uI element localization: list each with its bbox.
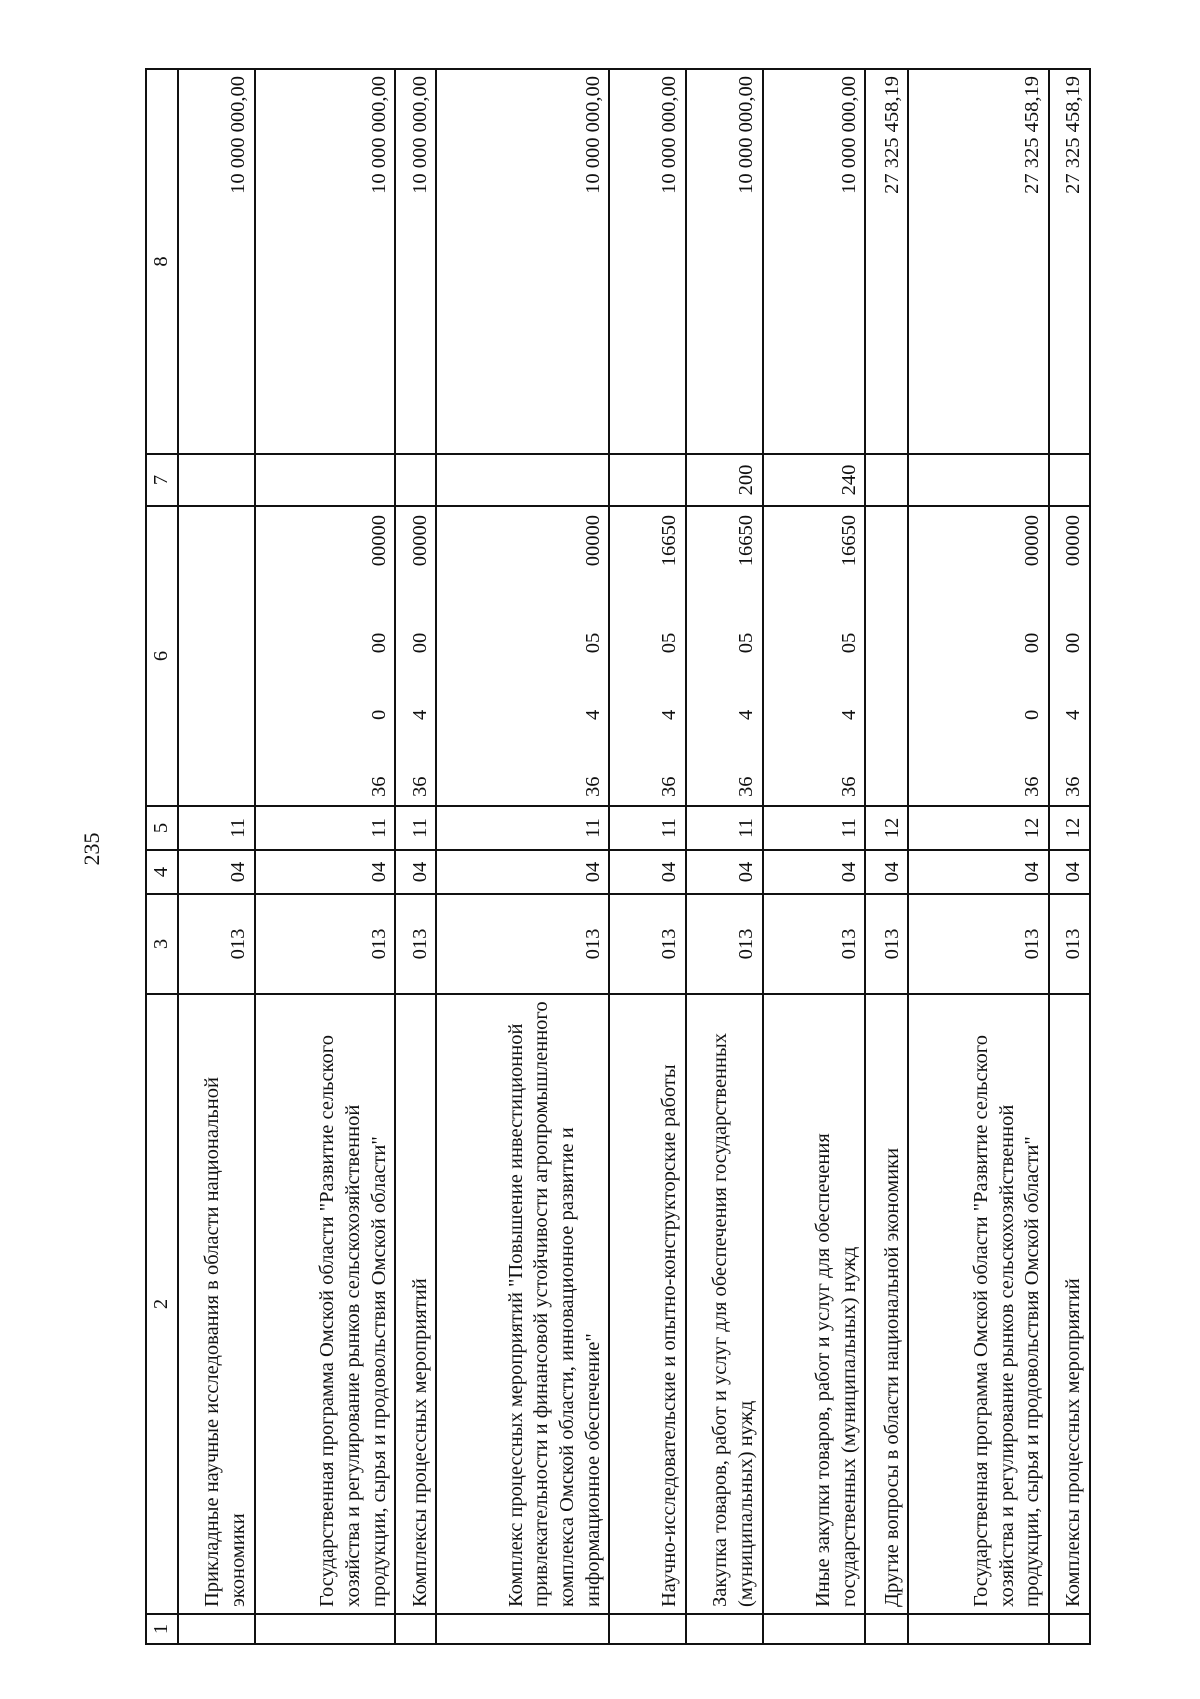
tsr-direction: 16650	[658, 515, 681, 567]
admin-code: 013	[609, 894, 686, 994]
header-col-8: 8	[146, 69, 178, 454]
table-row	[609, 69, 686, 1644]
row-index-cell	[436, 1614, 609, 1644]
header-col-2: 2	[146, 994, 178, 1614]
subsection-code: 12	[865, 806, 908, 850]
target-item-code	[686, 506, 763, 806]
header-row	[146, 69, 178, 1644]
tsr-type: 4	[734, 709, 757, 720]
tsr-direction: 00000	[1021, 515, 1044, 567]
admin-code: 013	[686, 894, 763, 994]
table-row	[1049, 69, 1090, 1644]
row-index-cell	[908, 1614, 1048, 1644]
tsr-program: 36	[1021, 776, 1044, 797]
admin-code: 013	[763, 894, 866, 994]
section-code: 04	[908, 850, 1048, 894]
row-index-cell	[255, 1614, 395, 1644]
tsr-type: 4	[1062, 709, 1085, 720]
table-row	[763, 69, 866, 1644]
subsection-code: 11	[436, 806, 609, 850]
subsection-code: 12	[1049, 806, 1090, 850]
tsr-program: 36	[581, 776, 604, 797]
target-item-code	[609, 506, 686, 806]
tsr-complex: 05	[837, 632, 860, 654]
header-col-1: 1	[146, 1614, 178, 1644]
subsection-code: 11	[255, 806, 395, 850]
tsr-type: 4	[408, 709, 431, 720]
expense-name: Государственная программа Омской области "Развитие сельского хозяйства и регулирование рынков сельскохозяйственной продукции, сырья и продовольствия Омской области"	[255, 994, 395, 1614]
table-row	[395, 69, 436, 1644]
amount: 27 325 458,19	[1049, 69, 1090, 454]
target-item-code	[255, 506, 395, 806]
admin-code: 013	[255, 894, 395, 994]
row-index-cell	[609, 1614, 686, 1644]
tsr-direction: 00000	[367, 515, 390, 567]
amount: 10 000 000,00	[395, 69, 436, 454]
expense-type-code	[1049, 454, 1090, 506]
tsr-direction: 00000	[581, 515, 604, 567]
expense-name: Научно-исследовательские и опытно-конструкторские работы	[609, 994, 686, 1614]
tsr-type: 4	[658, 709, 681, 720]
tsr-type: 4	[581, 709, 604, 720]
expense-name: Закупка товаров, работ и услуг для обеспечения государственных (муниципальных) нужд	[686, 994, 763, 1614]
tsr-program: 36	[1062, 776, 1085, 797]
tsr-direction: 16650	[734, 515, 757, 567]
table-row	[908, 69, 1048, 1644]
admin-code: 013	[908, 894, 1048, 994]
expense-type-code: 200	[686, 454, 763, 506]
row-index-cell	[686, 1614, 763, 1644]
table-row	[865, 69, 908, 1644]
subsection-code: 11	[178, 806, 255, 850]
subsection-code: 11	[609, 806, 686, 850]
expense-name: Государственная программа Омской области "Развитие сельского хозяйства и регулирование рынков сельскохозяйственной продукции, сырья и продовольствия Омской области"	[908, 994, 1048, 1614]
amount: 10 000 000,00	[255, 69, 395, 454]
tsr-program: 36	[837, 776, 860, 797]
tsr-complex: 05	[658, 632, 681, 654]
expense-type-code	[908, 454, 1048, 506]
subsection-code: 11	[763, 806, 866, 850]
header-col-4: 4	[146, 850, 178, 894]
tsr-complex: 05	[581, 632, 604, 654]
target-item-code	[908, 506, 1048, 806]
table-row	[436, 69, 609, 1644]
section-code: 04	[686, 850, 763, 894]
expense-name: Комплексы процессных мероприятий	[1049, 994, 1090, 1614]
tsr-direction: 16650	[837, 515, 860, 567]
row-index-cell	[865, 1614, 908, 1644]
tsr-type: 0	[367, 709, 390, 720]
section-code: 04	[436, 850, 609, 894]
row-index-cell	[763, 1614, 866, 1644]
expense-type-code: 240	[763, 454, 866, 506]
header-col-6: 6	[146, 506, 178, 806]
header-col-3: 3	[146, 894, 178, 994]
target-item-code	[1049, 506, 1090, 806]
admin-code: 013	[395, 894, 436, 994]
amount: 27 325 458,19	[908, 69, 1048, 454]
expense-type-code	[395, 454, 436, 506]
expense-type-code	[178, 454, 255, 506]
expense-type-code	[436, 454, 609, 506]
expense-name: Другие вопросы в области национальной экономики	[865, 994, 908, 1614]
target-item-code	[178, 506, 255, 806]
table-row	[255, 69, 395, 1644]
subsection-code: 11	[395, 806, 436, 850]
amount: 10 000 000,00	[686, 69, 763, 454]
expense-name: Комплекс процессных мероприятий "Повышение инвестиционной привлекательности и финансовой устойчивости агропромышленного комплекса Омской области, инновационное развитие и информационное обеспечение"	[436, 994, 609, 1614]
target-item-code	[395, 506, 436, 806]
expense-type-code	[255, 454, 395, 506]
header-col-7: 7	[146, 454, 178, 506]
tsr-complex: 05	[734, 632, 757, 654]
header-col-5: 5	[146, 806, 178, 850]
budget-table	[145, 68, 1091, 1645]
tsr-type: 0	[1021, 709, 1044, 720]
expense-name: Прикладные научные исследования в области национальной экономики	[178, 994, 255, 1614]
admin-code: 013	[865, 894, 908, 994]
subsection-code: 12	[908, 806, 1048, 850]
rotated-table-container	[145, 70, 1091, 1645]
tsr-complex: 00	[1021, 632, 1044, 654]
tsr-complex: 00	[408, 632, 431, 654]
target-item-code	[865, 506, 908, 806]
row-index-cell	[1049, 1614, 1090, 1644]
section-code: 04	[255, 850, 395, 894]
tsr-program: 36	[734, 776, 757, 797]
tsr-complex: 00	[1062, 632, 1085, 654]
section-code: 04	[1049, 850, 1090, 894]
tsr-direction: 00000	[1062, 515, 1085, 567]
section-code: 04	[763, 850, 866, 894]
table-row	[686, 69, 763, 1644]
expense-name: Комплексы процессных мероприятий	[395, 994, 436, 1614]
tsr-direction: 00000	[408, 515, 431, 567]
amount: 10 000 000,00	[436, 69, 609, 454]
tsr-program: 36	[658, 776, 681, 797]
admin-code: 013	[1049, 894, 1090, 994]
section-code: 04	[395, 850, 436, 894]
admin-code: 013	[436, 894, 609, 994]
expense-name: Иные закупки товаров, работ и услуг для обеспечения государственных (муниципальных) нужд	[763, 994, 866, 1614]
row-index-cell	[395, 1614, 436, 1644]
amount: 10 000 000,00	[178, 69, 255, 454]
admin-code: 013	[178, 894, 255, 994]
tsr-type: 4	[837, 709, 860, 720]
expense-type-code	[865, 454, 908, 506]
tsr-program: 36	[408, 776, 431, 797]
expense-type-code	[609, 454, 686, 506]
section-code: 04	[178, 850, 255, 894]
page-number: 235	[79, 832, 104, 866]
row-index-cell	[178, 1614, 255, 1644]
amount: 10 000 000,00	[763, 69, 866, 454]
section-code: 04	[865, 850, 908, 894]
amount: 10 000 000,00	[609, 69, 686, 454]
section-code: 04	[609, 850, 686, 894]
target-item-code	[763, 506, 866, 806]
tsr-program: 36	[367, 776, 390, 797]
table-row	[178, 69, 255, 1644]
amount: 27 325 458,19	[865, 69, 908, 454]
subsection-code: 11	[686, 806, 763, 850]
target-item-code	[436, 506, 609, 806]
tsr-complex: 00	[367, 632, 390, 654]
